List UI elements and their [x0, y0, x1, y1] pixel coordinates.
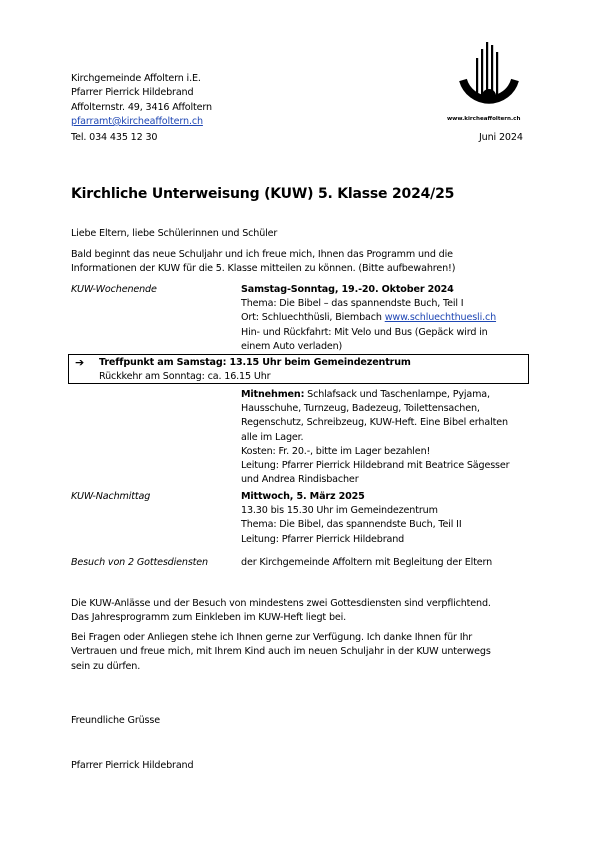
logo-url: www.kircheaffoltern.ch: [447, 116, 521, 122]
closing-line: Vertrauen und freue mich, mit Ihrem Kind auch im neuen Schuljahr in der KUW unterwegs: [71, 646, 491, 657]
bring-text: Schlafsack und Taschenlampe, Pyjama,: [304, 389, 490, 400]
closing-line: Bei Fragen oder Anliegen stehe ich Ihnen gerne zur Verfügung. Ich danke Ihnen für Ihr: [71, 632, 473, 643]
afternoon-lead: Leitung: Pfarrer Pierrick Hildebrand: [241, 533, 405, 545]
closing-line: sein zu dürfen.: [71, 661, 141, 672]
weekend-travel: einem Auto verladen): [241, 340, 343, 352]
intro-line: Bald beginnt das neue Schuljahr und ich freue mich, Ihnen das Programm und die: [71, 249, 453, 260]
afternoon-theme: Thema: Die Bibel, das spannendste Buch, Teil II: [241, 519, 462, 531]
salutation: Liebe Eltern, liebe Schülerinnen und Schüler: [71, 228, 278, 239]
cost-line: Kosten: Fr. 20.-, bitte im Lager bezahlen!: [241, 445, 431, 457]
church-logo: [454, 40, 524, 128]
signature: Pfarrer Pierrick Hildebrand: [71, 760, 194, 771]
weekend-details: [241, 283, 541, 354]
weekend-date: Samstag-Sonntag, 19.-20. Oktober 2024: [241, 284, 454, 295]
afternoon-date: Mittwoch, 5. März 2025: [241, 491, 365, 502]
closing-line: Die KUW-Anlässe und der Besuch von mindestens zwei Gottesdiensten sind verpflichtend.: [71, 598, 491, 609]
place-link[interactable]: www.schluechthuesli.ch: [384, 312, 497, 324]
arrow-right-icon: ➔: [75, 356, 85, 369]
weekend-place: [241, 311, 541, 325]
letter-date: Juni 2024: [479, 132, 523, 143]
bring-label: Mitnehmen:: [241, 389, 305, 400]
weekend-theme: Thema: Die Bibel – das spannendste Buch, Teil I: [241, 298, 464, 310]
weekend-info: [241, 388, 541, 487]
intro-line: Informationen der KUW für die 5. Klasse mitteilen zu können. (Bitte aufbewahren!): [71, 263, 456, 274]
header-org: Kirchgemeinde Affoltern i.E.: [71, 73, 201, 84]
weekend-travel: Hin- und Rückfahrt: Mit Velo und Bus (Gepäck wird in: [241, 326, 488, 338]
lead-line: Leitung: Pfarrer Pierrick Hildebrand mit Beatrice Sägesser: [241, 460, 510, 472]
weekend-label: KUW-Wochenende: [71, 284, 157, 295]
afternoon-details: [241, 490, 541, 547]
lead-line: und Andrea Rindisbacher: [241, 474, 359, 486]
header-phone: Tel. 034 435 12 30: [71, 132, 158, 143]
afternoon-time: 13.30 bis 15.30 Uhr im Gemeindezentrum: [241, 505, 438, 517]
return-time: Rückkehr am Sonntag: ca. 16.15 Uhr: [99, 371, 271, 382]
afternoon-label: KUW-Nachmittag: [71, 491, 151, 502]
services-label: Besuch von 2 Gottesdiensten: [71, 557, 208, 568]
page-title: Kirchliche Unterweisung (KUW) 5. Klasse 2024/25: [71, 186, 455, 202]
email-link[interactable]: pfarramt@kircheaffoltern.ch: [71, 116, 203, 127]
closing-line: Das Jahresprogramm zum Einkleben im KUW-Heft liegt bei.: [71, 612, 347, 623]
services-text: der Kirchgemeinde Affoltern mit Begleitung der Eltern: [241, 557, 493, 568]
place-text: Ort: Schluechthüsli, Biembach: [241, 312, 385, 324]
bring-line: Regenschutz, Schreibzeug, KUW-Heft. Eine Bibel erhalten: [241, 417, 508, 429]
meeting-point: Treffpunkt am Samstag: 13.15 Uhr beim Gemeindezentrum: [99, 357, 411, 368]
bring-line: [241, 388, 541, 402]
greeting: Freundliche Grüsse: [71, 715, 161, 726]
bring-line: Hausschuhe, Turnzeug, Badezeug, Toilettensachen,: [241, 403, 480, 415]
bring-line: alle im Lager.: [241, 431, 304, 443]
header-address: Affolternstr. 49, 3416 Affoltern: [71, 102, 212, 113]
header-pastor: Pfarrer Pierrick Hildebrand: [71, 87, 194, 98]
